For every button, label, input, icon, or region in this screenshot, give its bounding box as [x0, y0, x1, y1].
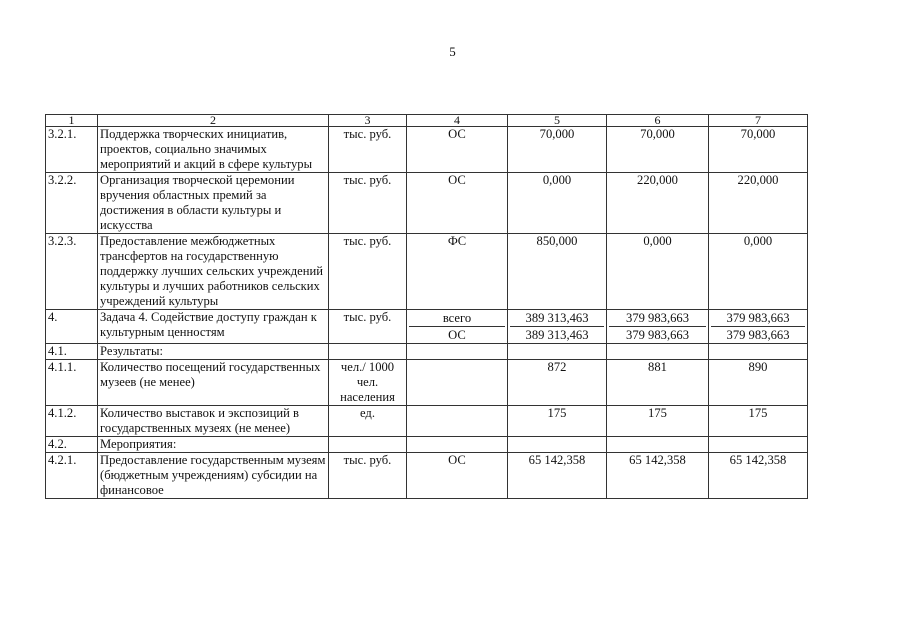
row-value-6: 0,000 — [607, 234, 709, 310]
row-value-5: 70,000 — [508, 127, 607, 173]
row-name: Результаты: — [98, 344, 329, 360]
row-unit: тыс. руб. — [329, 234, 407, 310]
row-value-7: 70,000 — [709, 127, 808, 173]
row-unit: тыс. руб. — [329, 310, 407, 344]
table-row — [46, 127, 808, 173]
row-name: Поддержка творческих инициатив, проектов, социально значимых мероприятий и акций в сфере культуры — [98, 127, 329, 173]
value-7-os: 379 983,663 — [711, 326, 805, 343]
table-row — [46, 173, 808, 234]
row-value-5: 850,000 — [508, 234, 607, 310]
row-value-7: 890 — [709, 360, 808, 406]
header-cell: 2 — [98, 115, 329, 127]
row-value-5-split — [508, 310, 607, 344]
row-unit: тыс. руб. — [329, 173, 407, 234]
row-name: Организация творческой церемонии вручения областных премий за достижения в области культуры и искусства — [98, 173, 329, 234]
header-cell: 1 — [46, 115, 98, 127]
row-source: ОС — [407, 127, 508, 173]
empty-cell — [329, 437, 407, 453]
table-row — [46, 437, 808, 453]
row-value-5: 872 — [508, 360, 607, 406]
header-cell: 4 — [407, 115, 508, 127]
empty-cell — [709, 437, 808, 453]
empty-cell — [508, 344, 607, 360]
row-value-5: 175 — [508, 406, 607, 437]
table-row — [46, 310, 808, 344]
table-row — [46, 344, 808, 360]
row-value-5: 65 142,358 — [508, 453, 607, 499]
header-cell: 3 — [329, 115, 407, 127]
row-code: 4.1.2. — [46, 406, 98, 437]
row-value-6: 175 — [607, 406, 709, 437]
empty-cell — [607, 437, 709, 453]
header-row — [46, 115, 808, 127]
row-code: 3.2.3. — [46, 234, 98, 310]
value-5-os: 389 313,463 — [510, 326, 604, 343]
empty-cell — [407, 344, 508, 360]
table-row — [46, 453, 808, 499]
row-source: ОС — [407, 453, 508, 499]
empty-cell — [508, 437, 607, 453]
row-name: Мероприятия: — [98, 437, 329, 453]
row-source-split — [407, 310, 508, 344]
empty-cell — [407, 437, 508, 453]
row-unit: ед. — [329, 406, 407, 437]
row-code: 3.2.1. — [46, 127, 98, 173]
row-value-6: 220,000 — [607, 173, 709, 234]
row-code: 4.1.1. — [46, 360, 98, 406]
header-cell: 6 — [607, 115, 709, 127]
row-name: Задача 4. Содействие доступу граждан к культурным ценностям — [98, 310, 329, 344]
source-os: ОС — [409, 326, 505, 343]
row-code: 4.2.1. — [46, 453, 98, 499]
row-code: 4.1. — [46, 344, 98, 360]
row-value-7: 65 142,358 — [709, 453, 808, 499]
row-unit: тыс. руб. — [329, 453, 407, 499]
row-value-7: 0,000 — [709, 234, 808, 310]
row-value-6: 65 142,358 — [607, 453, 709, 499]
table-row — [46, 234, 808, 310]
row-code: 4.2. — [46, 437, 98, 453]
row-value-6: 70,000 — [607, 127, 709, 173]
value-6-os: 379 983,663 — [609, 326, 706, 343]
value-7-total: 379 983,663 — [726, 311, 790, 325]
row-unit: чел./ 1000 чел. населения — [329, 360, 407, 406]
row-value-7: 220,000 — [709, 173, 808, 234]
budget-table — [45, 114, 808, 499]
value-6-total: 379 983,663 — [626, 311, 689, 325]
empty-cell — [607, 344, 709, 360]
empty-cell — [329, 344, 407, 360]
value-5-total: 389 313,463 — [525, 311, 589, 325]
row-value-6: 881 — [607, 360, 709, 406]
row-source — [407, 360, 508, 406]
header-cell: 7 — [709, 115, 808, 127]
page-number: 5 — [449, 44, 456, 59]
row-name: Количество выставок и экспозиций в государственных музеях (не менее) — [98, 406, 329, 437]
row-code: 3.2.2. — [46, 173, 98, 234]
row-code: 4. — [46, 310, 98, 344]
row-unit: тыс. руб. — [329, 127, 407, 173]
row-value-5: 0,000 — [508, 173, 607, 234]
row-name: Предоставление государственным музеям (бюджетным учреждениям) субсидии на финансовое — [98, 453, 329, 499]
table-row — [46, 406, 808, 437]
empty-cell — [709, 344, 808, 360]
header-cell: 5 — [508, 115, 607, 127]
row-name: Предоставление межбюджетных трансфертов на государственную поддержку лучших сельских учреждений культуры и лучших работников сельских учреждений культуры — [98, 234, 329, 310]
source-total: всего — [442, 311, 472, 325]
row-value-7: 175 — [709, 406, 808, 437]
row-value-7-split — [709, 310, 808, 344]
row-source: ФС — [407, 234, 508, 310]
row-name: Количество посещений государственных музеев (не менее) — [98, 360, 329, 406]
row-source: ОС — [407, 173, 508, 234]
row-value-6-split — [607, 310, 709, 344]
row-source — [407, 406, 508, 437]
table-row — [46, 360, 808, 406]
